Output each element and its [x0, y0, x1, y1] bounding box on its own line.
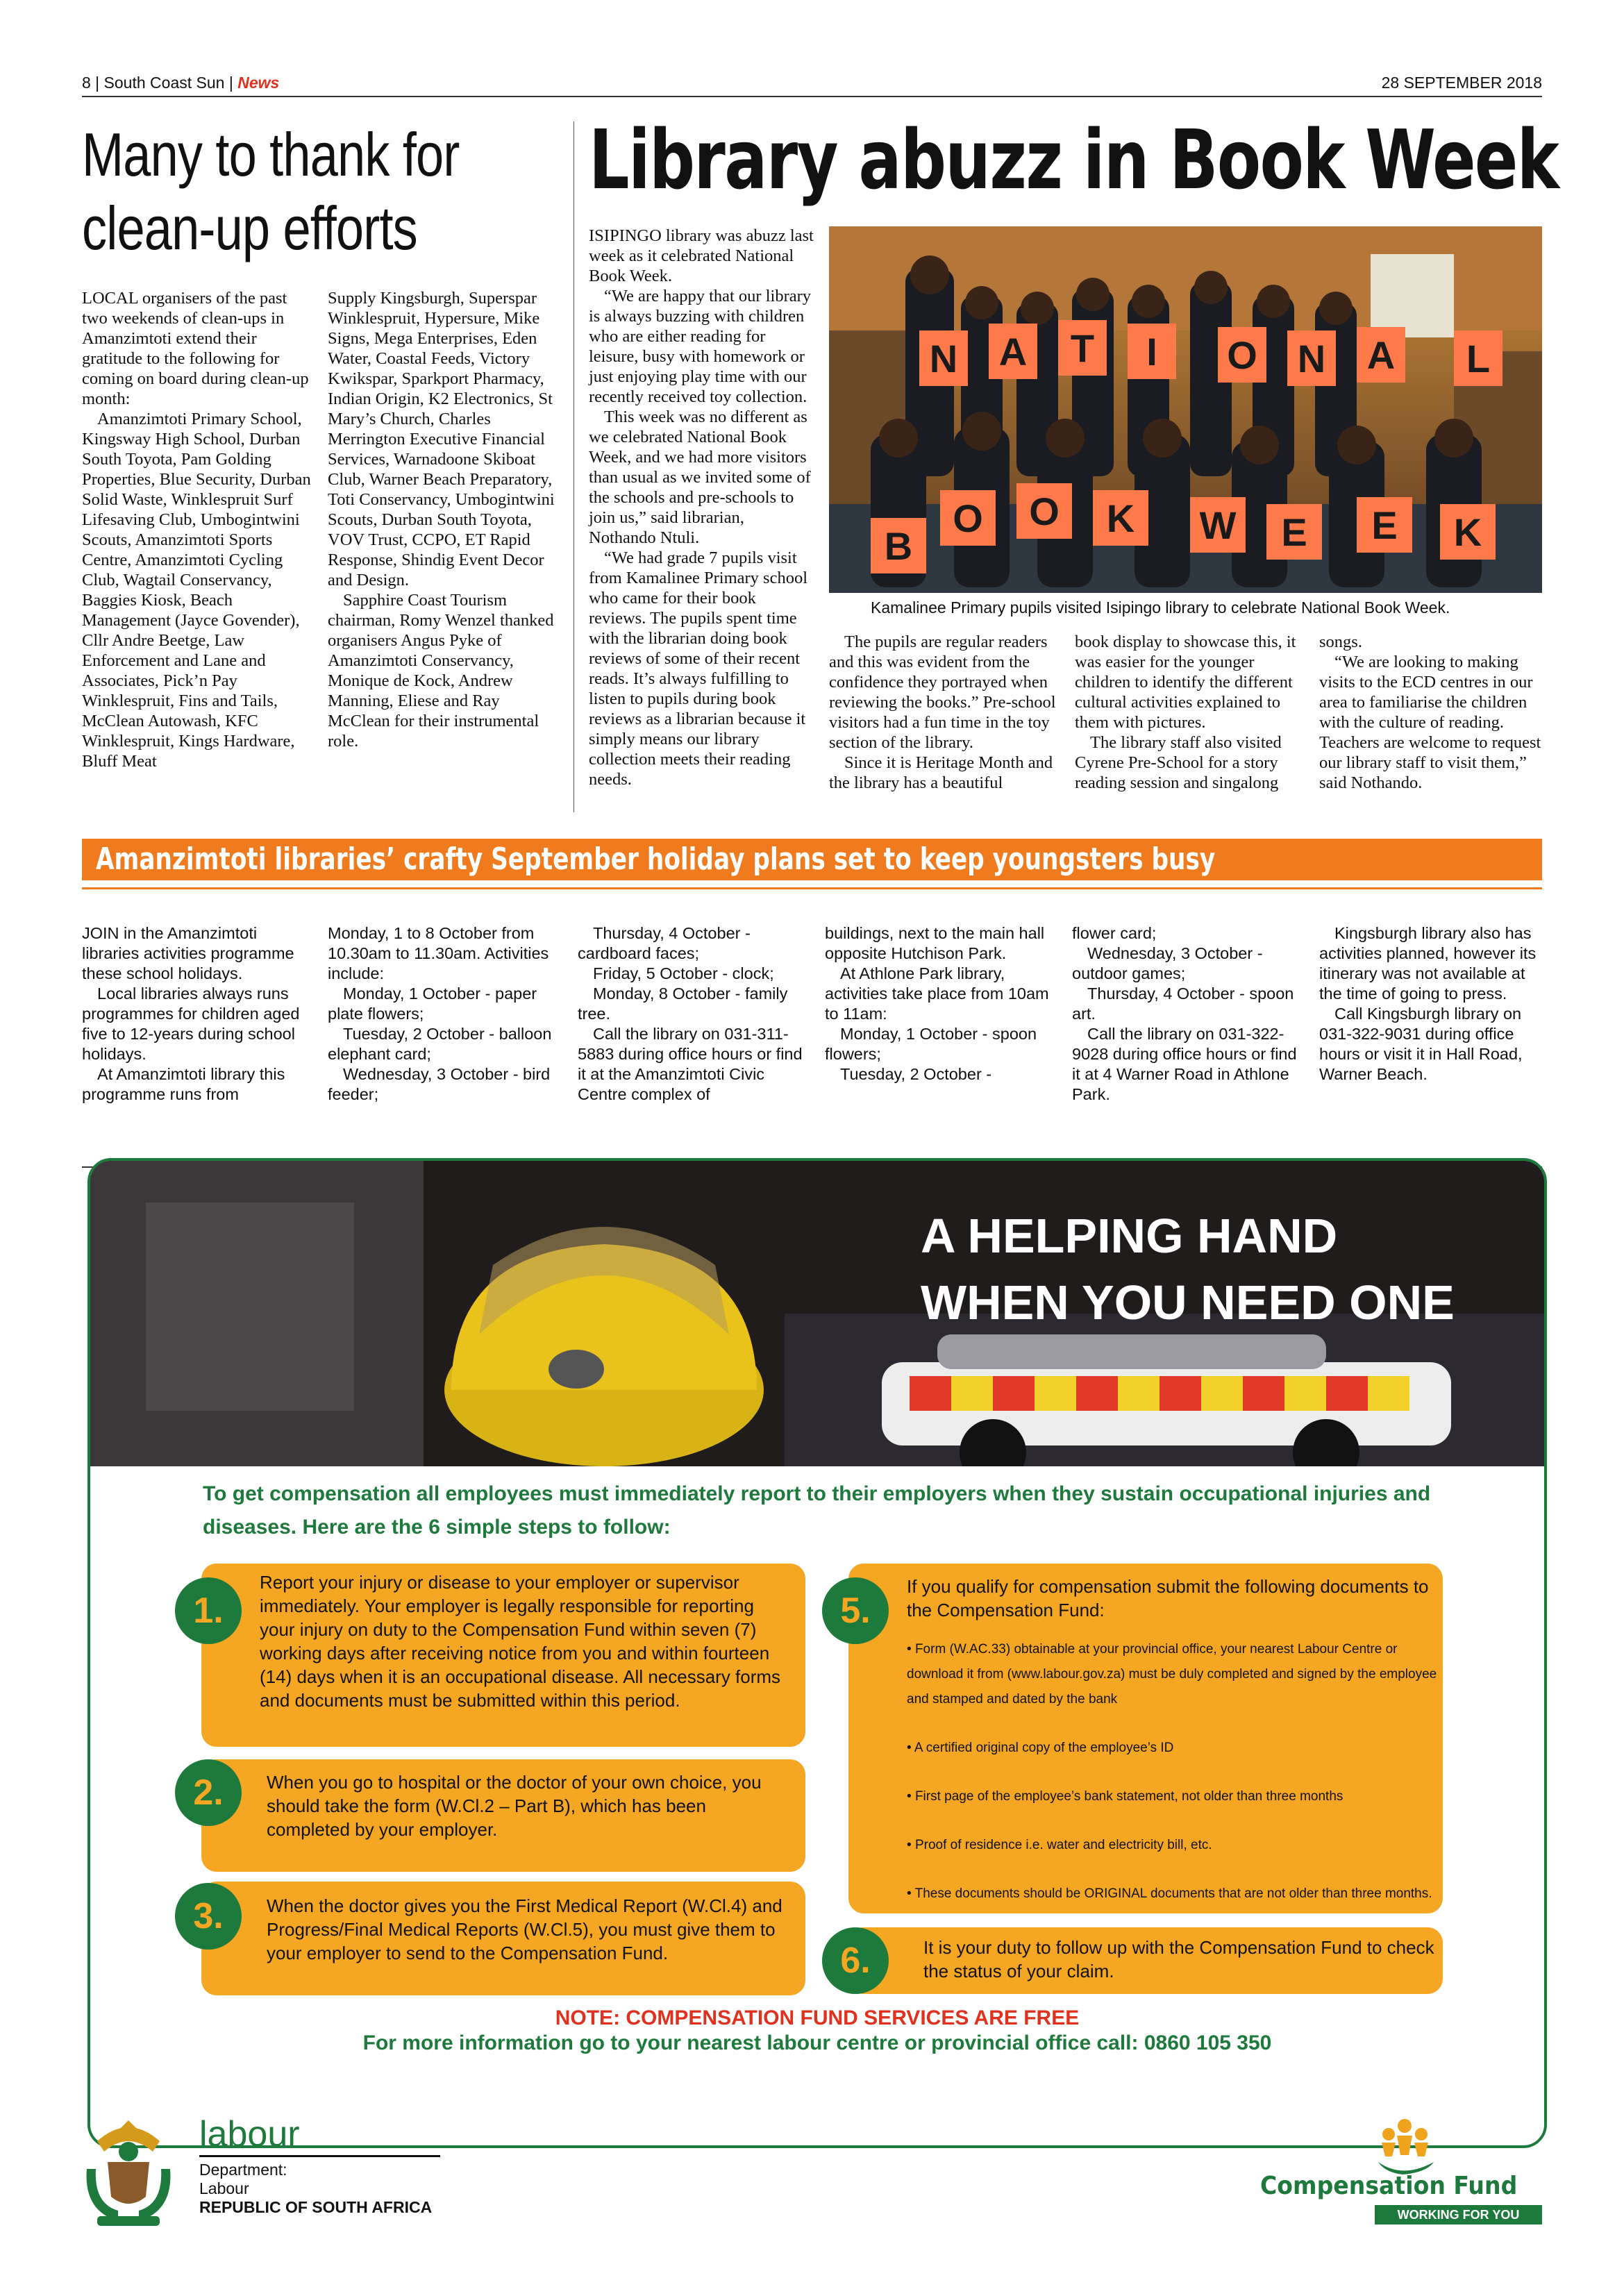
story1-headline [82, 118, 560, 265]
paragraph: songs. [1319, 632, 1362, 651]
story1-column-2 [328, 288, 562, 751]
paragraph: The pupils are regular readers and this was evident from the confidence they portrayed when reviewing the books.” Pre-school visitors had a fun time in the toy section of the library. [829, 632, 1056, 752]
paragraph: Thursday, 4 October - spoon art. [1072, 984, 1294, 1023]
step-5-number: 5. [822, 1577, 889, 1644]
dept-line-3: REPUBLIC OF SOUTH AFRICA [199, 2198, 433, 2216]
photo-letter: I [1146, 330, 1157, 374]
step-3-text: When the doctor gives you the First Medical Report (W.Cl.4) and Progress/Final Medical Reports (W.Cl.5), you must give them to your employer to send to the Compensation Fund. [267, 1895, 782, 1963]
document-item-text: Form (W.AC.33) obtainable at your provincial office, your nearest Labour Centre or download it from (www.labour.gov.za) must be duly completed and signed by the employee and stamped and dated by the bank [907, 1642, 1437, 1707]
paragraph: Local libraries always runs programmes for children aged five to 12-years during school holidays. [82, 984, 300, 1063]
paragraph: “We are looking to making visits to the ECD centres in our area to familiarise the children with the culture of reading. Teachers are welcome to request our library staff to visit them,” said Nothando. [1319, 653, 1541, 792]
ad-headline [921, 1203, 1455, 1336]
photo-letter: E [1281, 510, 1307, 554]
story3-column-1 [82, 923, 311, 1105]
book-week-photo [829, 226, 1542, 593]
ad-intro: To get compensation all employees must immediately report to their employers when they sustain occupational injuries and diseases. Here are the 6 simple steps to follow: [203, 1482, 1431, 1539]
story3-column-4 [825, 923, 1057, 1084]
photo-letter: L [1466, 337, 1491, 380]
paragraph: Tuesday, 2 October - [840, 1065, 992, 1083]
story1-headline-line1: Many to thank for [82, 120, 460, 189]
header-rule [82, 96, 1542, 97]
department-label [199, 2161, 432, 2217]
photo-letter: N [1297, 337, 1326, 380]
paragraph: This week was no different as we celebrated National Book Week, and we had more visitors than usual as we invited some of the schools and pre-schools to join us,” said librarian, Nothando Ntuli. [589, 408, 811, 547]
paragraph: At Amanzimtoti library this programme runs from [82, 1065, 285, 1103]
story2-column-3 [1075, 632, 1304, 793]
folio: 8 | South Coast Sun | [82, 74, 238, 92]
page-date: 28 SEPTEMBER 2018 [1381, 74, 1542, 92]
paragraph: Kingsburgh library also has activities planned, however its itinerary was not available at the time of going to press. [1319, 924, 1537, 1003]
paragraph: ISIPINGO library was abuzz last week as it celebrated National Book Week. [589, 226, 814, 285]
dept-line-1: Department: [199, 2161, 287, 2179]
paragraph: Call the library on 031-311-5883 during office hours or find it at the Amanzimtoti Civic Centre complex of [578, 1025, 803, 1103]
step-5-text: If you qualify for compensation submit the following documents to the Compensation Fund: [907, 1576, 1429, 1620]
step-6-number: 6. [822, 1927, 889, 1994]
paragraph: JOIN in the Amanzimtoti libraries activities programme these school holidays. [82, 924, 294, 982]
book-week-photo-illustration [829, 226, 1542, 593]
document-item: • Form (W.AC.33) obtainable at your provincial office, your nearest Labour Centre or download it from (www.labour.gov.za) must be duly completed and signed by the employee and stamped and dated by the bank [907, 1642, 1437, 1707]
story1-column-1 [82, 288, 311, 771]
coat-of-arms-icon [76, 2113, 181, 2229]
photo-letter: K [1453, 510, 1482, 554]
paragraph: Thursday, 4 October - cardboard faces; [578, 924, 751, 962]
labour-wordmark: labour [199, 2114, 300, 2154]
document-item: • A certified original copy of the employee’s ID [907, 1741, 1174, 1755]
paragraph: Sapphire Coast Tourism chairman, Romy Wenzel thanked organisers Angus Pyke of Amanzimtoti Conservancy, Monique de Kock, Andrew Manning, Eliese and Ray McClean for their instrumental role. [328, 591, 554, 751]
story2-column-2 [829, 632, 1058, 793]
step-6-text: It is your duty to follow up with the Compensation Fund to check the status of your claim. [923, 1937, 1434, 1981]
story3-column-2 [328, 923, 560, 1105]
document-item-text: Proof of residence i.e. water and electricity bill, etc. [914, 1838, 1212, 1852]
ad-note-contact: For more information go to your nearest labour centre or provincial office call: 0860 105 350 [362, 2031, 1272, 2054]
paragraph: LOCAL organisers of the past two weekends of clean-ups in Amanzimtoti extend their gratitude to the following for coming on board during clean-up month: [82, 289, 309, 408]
paragraph: Wednesday, 3 October - bird feeder; [328, 1065, 551, 1103]
hands-and-people-icon [1260, 2113, 1542, 2176]
paragraph: Monday, 1 to 8 October from 10.30am to 11.30am. Activities include: [328, 924, 549, 982]
photo-letter: B [884, 524, 913, 568]
document-item: • These documents should be ORIGINAL documents that are not older than three months. [907, 1886, 1432, 1901]
photo-letter: A [1366, 333, 1396, 377]
photo-letter: O [953, 496, 983, 540]
photo-letter: A [998, 330, 1028, 374]
paragraph: Call the library on 031-322-9028 during office hours or find it at 4 Warner Road in Athlone Park. [1072, 1025, 1297, 1103]
photo-letter: O [1029, 489, 1060, 533]
document-item-text: First page of the employee’s bank statement, not older than three months [914, 1789, 1343, 1804]
story2-column-4 [1319, 632, 1548, 793]
paragraph: “We are happy that our library is always buzzing with children who are either reading for leisure, busy with homework or just enjoying play time with our recently received toy collection. [589, 287, 812, 406]
photo-letter: E [1371, 503, 1398, 547]
step-1-text: Report your injury or disease to your employer or supervisor immediately. Your employer is legally responsible for reporting your injury on duty to the Compensation Fund within seven (7) working days after receiving notice from you and within fourteen (14) days when it is an occupational disease. All necessary forms and documents must be submitted within this period. [260, 1572, 781, 1711]
paragraph: Call Kingsburgh library on 031-322-9031 during office hours or visit it in Hall Road, Warner Beach. [1319, 1005, 1523, 1083]
compensation-fund-name: Compensation Fund [1260, 2172, 1518, 2200]
paragraph: Amanzimtoti Primary School, Kingsway High School, Durban South Toyota, Pam Golding Properties, Blue Security, Durban Solid Waste, Winklespruit Surf Lifesaving Club, Umbogintwini Scouts, Amanzimtoti Sports Centre, Amanzimtoti Cycling Club, Wagtail Conservancy, Baggies Kiosk, Beach Management (Jayce Govender), Cllr Andre Beetge, Law Enforcement and Lane and Associates, Pick’n Pay Winklespruit, Fins and Tails, McClean Autowash, KFC Winklespruit, Kings Hardware, Bluff Meat [82, 410, 311, 771]
photo-letter: N [929, 337, 958, 380]
compensation-fund-tagline: WORKING FOR YOU [1375, 2205, 1542, 2224]
paragraph: The library staff also visited Cyrene Pre-School for a story reading session and singalong [1075, 733, 1282, 792]
photo-letter: O [1227, 333, 1257, 377]
paragraph: Monday, 1 October - paper plate flowers; [328, 984, 537, 1023]
paragraph: “We had grade 7 pupils visit from Kamalinee Primary school who came for their book reviews. The pupils spent time with the librarian doing book reviews of some of their recent reads. It’s always fulfilling to listen to pupils during book reviews as a librarian because it simply means our library collection meets their reading needs. [589, 548, 808, 789]
step-2-number: 2. [175, 1759, 242, 1826]
page-header-left [82, 74, 279, 92]
photo-letter: K [1106, 496, 1135, 540]
section-label: News [237, 74, 280, 92]
paragraph: Tuesday, 2 October - balloon elephant card; [328, 1025, 552, 1063]
paragraph: flower card; [1072, 924, 1157, 942]
paragraph: Since it is Heritage Month and the library has a beautiful [829, 753, 1053, 792]
document-item: • Proof of residence i.e. water and electricity bill, etc. [907, 1838, 1212, 1852]
paragraph: Monday, 8 October - family tree. [578, 984, 788, 1023]
paragraph: book display to showcase this, it was easier for the younger children to identify the different cultural activities explained to them with pictures. [1075, 632, 1296, 732]
step-3-number: 3. [175, 1883, 242, 1950]
ad-photo-helmet [90, 1161, 1544, 1466]
photo-letter: T [1070, 326, 1095, 370]
document-item-text: A certified original copy of the employee’s ID [914, 1741, 1174, 1755]
story1-headline-line2: clean-up efforts [82, 194, 417, 262]
paragraph: Monday, 1 October - spoon flowers; [825, 1025, 1037, 1063]
story3-headline: Amanzimtoti libraries’ crafty September holiday plans set to keep youngsters busy [96, 841, 1216, 877]
dept-line-2: Labour [199, 2179, 249, 2197]
photo-caption: Kamalinee Primary pupils visited Isipingo library to celebrate National Book Week. [871, 598, 1450, 617]
labour-rule [199, 2155, 440, 2157]
ad-headline-line1: A HELPING HAND [921, 1209, 1338, 1263]
ad-headline-line2: WHEN YOU NEED ONE [921, 1275, 1455, 1330]
ad-note-free: NOTE: COMPENSATION FUND SERVICES ARE FREE [555, 2006, 1080, 2029]
documents-list [907, 1637, 1441, 1907]
paragraph: At Athlone Park library, activities take place from 10am to 11am: [825, 964, 1049, 1023]
compensation-fund-advert [87, 1158, 1547, 2148]
paragraph: buildings, next to the main hall opposite Hutchison Park. [825, 924, 1045, 962]
story3-column-6 [1319, 923, 1548, 1084]
paragraph: Supply Kingsburgh, Superspar Winklespruit, Hypersure, Mike Signs, Mega Enterprises, Eden Water, Coastal Feeds, Victory Kwikspar, Sparkport Pharmacy, Indian Origin, K2 Electronics, St Mary’s Church, Charles Merrington Executive Financial Services, Warnadoone Skiboat Club, Warner Beach Preparatory, Toti Conservancy, Umbogintwini Scouts, Durban South Toyota, VOV Trust, CCPO, ET Rapid Response, Shindig Event Decor and Design. [328, 289, 555, 589]
paragraph: Friday, 5 October - clock; [593, 964, 774, 982]
story3-column-3 [578, 923, 807, 1105]
photo-letter: W [1199, 503, 1237, 547]
story2-column-1 [589, 226, 815, 789]
story3-column-5 [1072, 923, 1305, 1105]
story2-headline: Library abuzz in Book Week [589, 112, 1559, 208]
document-item: • First page of the employee’s bank statement, not older than three months [907, 1789, 1343, 1804]
coat-of-arms-logo [76, 2113, 181, 2229]
paragraph: Wednesday, 3 October - outdoor games; [1072, 944, 1263, 982]
banner-rule [82, 887, 1542, 889]
step-2-text: When you go to hospital or the doctor of your own choice, you should take the form (W.Cl.2 – Part B), which has been completed by your employer. [267, 1772, 762, 1840]
document-item-text: These documents should be ORIGINAL documents that are not older than three months. [914, 1886, 1432, 1901]
step-1-number: 1. [175, 1577, 242, 1644]
